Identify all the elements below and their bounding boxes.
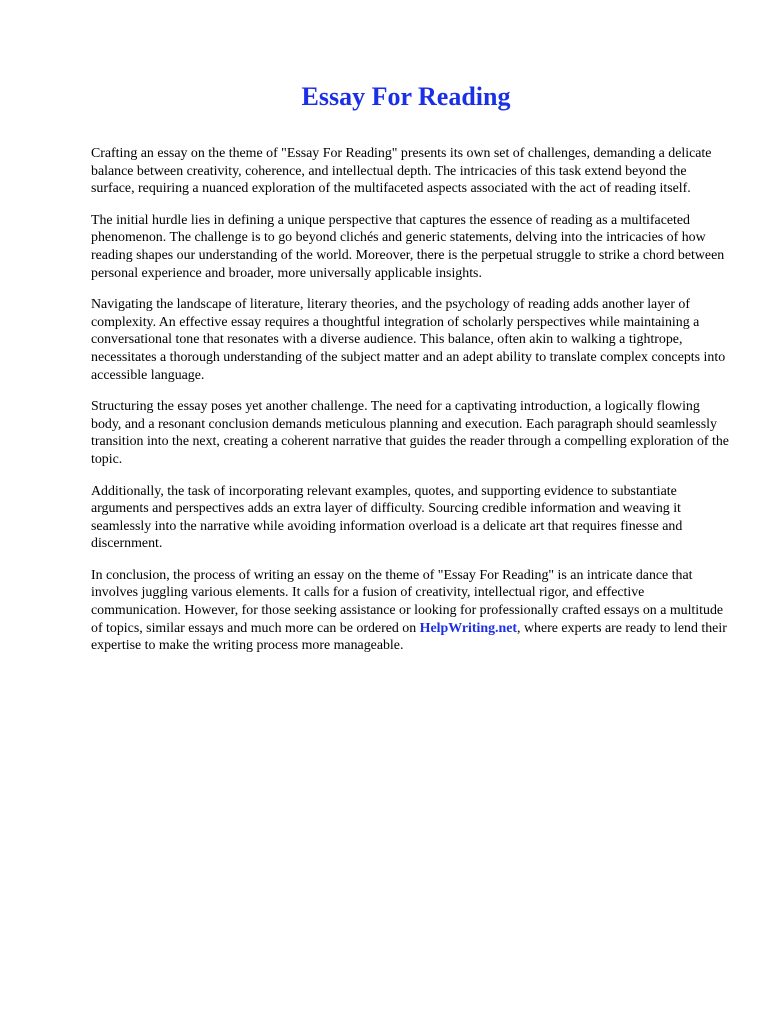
conclusion-paragraph [91,567,731,655]
conclusion-text-before-link: In conclusion, the process of writing an essay on the theme of "Essay For Reading" is an intricate dance that involves juggling various elements. It calls for a fusion of creativity, intellectual rigor, and effective communication. However, for those seeking assistance or looking for professionally crafted essays on a multitude of topics, similar essays and much more can be ordered on [91,567,724,636]
helpwriting-link[interactable]: HelpWriting.net [419,620,518,636]
page-title: Essay For Reading [301,82,511,111]
paragraph-1: Crafting an essay on the theme of "Essay For Reading" presents its own set of challenges, demanding a delicate balance between creativity, coherence, and intellectual depth. The intricacies of this task extend beyond the surface, requiring a nuanced exploration of the multifaceted aspects associated with the act of reading itself. [91,146,712,197]
essay-body [91,145,731,669]
paragraph-5: Additionally, the task of incorporating relevant examples, quotes, and supporting evidence to substantiate arguments and perspectives adds an extra layer of difficulty. Sourcing credible information and weaving it seamlessly into the narrative while avoiding information overload is a delicate art that requires finesse and discernment. [91,483,683,552]
paragraph-2: The initial hurdle lies in defining a unique perspective that captures the essence of reading as a multifaceted phenomenon. The challenge is to go beyond clichés and generic statements, delving into the intricacies of how reading shapes our understanding of the world. Moreover, there is the perpetual struggle to strike a chord between personal experience and broader, more universally applicable insights. [91,212,725,281]
conclusion-text-after-link: , where experts are ready to lend their expertise to make the writing process more manageable. [91,620,727,654]
paragraph-4: Structuring the essay poses yet another challenge. The need for a captivating introduction, a logically flowing body, and a resonant conclusion demands meticulous planning and execution. Each paragraph should seamlessly transition into the next, creating a coherent narrative that guides the reader through a compelling exploration of the topic. [91,399,729,467]
paragraph-3: Navigating the landscape of literature, literary theories, and the psychology of reading adds another layer of complexity. An effective essay requires a thoughtful integration of scholarly perspectives while maintaining a conversational tone that resonates with a diverse audience. This balance, often akin to walking a tightrope, necessitates a thorough understanding of the subject matter and an adept ability to translate complex concepts into accessible language. [91,297,726,383]
